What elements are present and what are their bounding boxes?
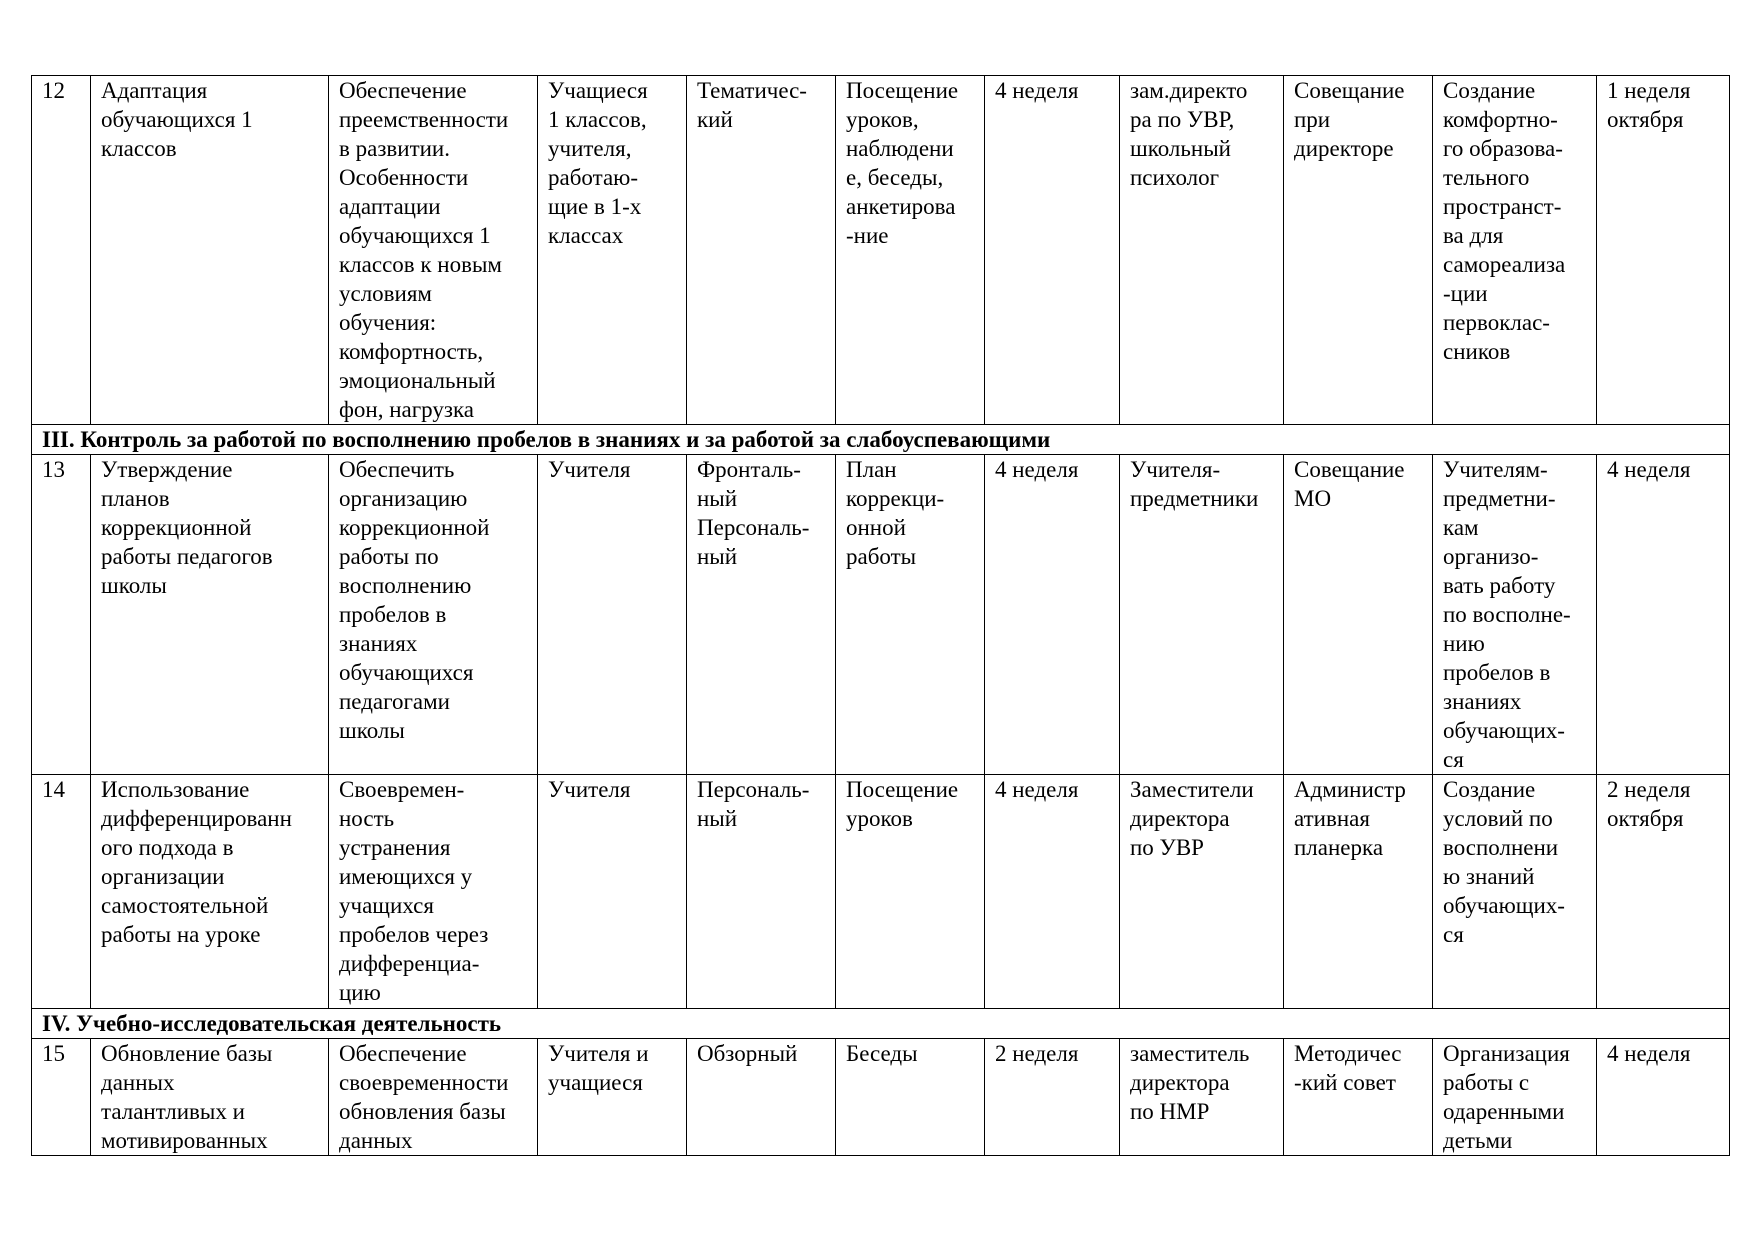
method-cell: Посещение уроков, наблюдени е, беседы, анкетирова -ние	[836, 76, 985, 425]
review-place-cell: Совещание МО	[1284, 455, 1433, 775]
responsible-cell: заместитель директора по НМР	[1120, 1039, 1284, 1156]
table-row	[32, 455, 1730, 775]
table-row	[32, 76, 1730, 425]
section-row	[32, 1009, 1730, 1039]
section-heading: III. Контроль за работой по восполнению пробелов в знаниях и за работой за слабоуспевающими	[32, 425, 1730, 455]
deadline-cell: 2 неделя октября	[1597, 775, 1730, 1009]
row-number-cell: 12	[32, 76, 91, 425]
responsible-cell: Учителя- предметники	[1120, 455, 1284, 775]
period-cell: 4 неделя	[985, 775, 1120, 1009]
deadline-cell: 4 неделя	[1597, 455, 1730, 775]
control-type-cell: Обзорный	[687, 1039, 836, 1156]
goal-cell: Своевремен- ность устранения имеющихся у учащихся пробелов через дифференциа- цию	[329, 775, 538, 1009]
control-plan-table	[31, 75, 1730, 1156]
row-number-cell: 15	[32, 1039, 91, 1156]
control-type-cell: Тематичес- кий	[687, 76, 836, 425]
decision-cell: Создание условий по восполнени ю знаний обучающих- ся	[1433, 775, 1597, 1009]
decision-cell: Учителям- предметни- кам организо- вать работу по восполне- нию пробелов в знаниях обучающих- ся	[1433, 455, 1597, 775]
deadline-cell: 4 неделя	[1597, 1039, 1730, 1156]
goal-cell: Обеспечить организацию коррекционной работы по восполнению пробелов в знаниях обучающихся педагогами школы	[329, 455, 538, 775]
table-row	[32, 775, 1730, 1009]
period-cell: 4 неделя	[985, 76, 1120, 425]
review-place-cell: Методичес -кий совет	[1284, 1039, 1433, 1156]
object-cell: Учителя и учащиеся	[538, 1039, 687, 1156]
responsible-cell: Заместители директора по УВР	[1120, 775, 1284, 1009]
method-cell: Беседы	[836, 1039, 985, 1156]
section-heading: IV. Учебно-исследовательская деятельность	[32, 1009, 1730, 1039]
object-cell: Учащиеся 1 классов, учителя, работаю- щие в 1-х классах	[538, 76, 687, 425]
object-cell: Учителя	[538, 775, 687, 1009]
method-cell: План коррекци- онной работы	[836, 455, 985, 775]
responsible-cell: зам.директо ра по УВР, школьный психолог	[1120, 76, 1284, 425]
control-type-cell: Фронталь- ный Персональ- ный	[687, 455, 836, 775]
object-cell: Учителя	[538, 455, 687, 775]
goal-cell: Обеспечение своевременности обновления базы данных	[329, 1039, 538, 1156]
period-cell: 4 неделя	[985, 455, 1120, 775]
decision-cell: Организация работы с одаренными детьми	[1433, 1039, 1597, 1156]
table-row	[32, 1039, 1730, 1156]
topic-cell: Обновление базы данных талантливых и мотивированных	[91, 1039, 329, 1156]
deadline-cell: 1 неделя октября	[1597, 76, 1730, 425]
row-number-cell: 13	[32, 455, 91, 775]
period-cell: 2 неделя	[985, 1039, 1120, 1156]
goal-cell: Обеспечение преемственности в развитии. Особенности адаптации обучающихся 1 классов к новым условиям обучения: комфортность, эмоциональный фон, нагрузка	[329, 76, 538, 425]
method-cell: Посещение уроков	[836, 775, 985, 1009]
row-number-cell: 14	[32, 775, 91, 1009]
control-type-cell: Персональ- ный	[687, 775, 836, 1009]
topic-cell: Утверждение планов коррекционной работы педагогов школы	[91, 455, 329, 775]
topic-cell: Адаптация обучающихся 1 классов	[91, 76, 329, 425]
topic-cell: Использование дифференцированн ого подхода в организации самостоятельной работы на уроке	[91, 775, 329, 1009]
decision-cell: Создание комфортно- го образова- тельного пространст- ва для самореализа -ции первоклас- сников	[1433, 76, 1597, 425]
section-row	[32, 425, 1730, 455]
review-place-cell: Администр ативная планерка	[1284, 775, 1433, 1009]
review-place-cell: Совещание при директоре	[1284, 76, 1433, 425]
